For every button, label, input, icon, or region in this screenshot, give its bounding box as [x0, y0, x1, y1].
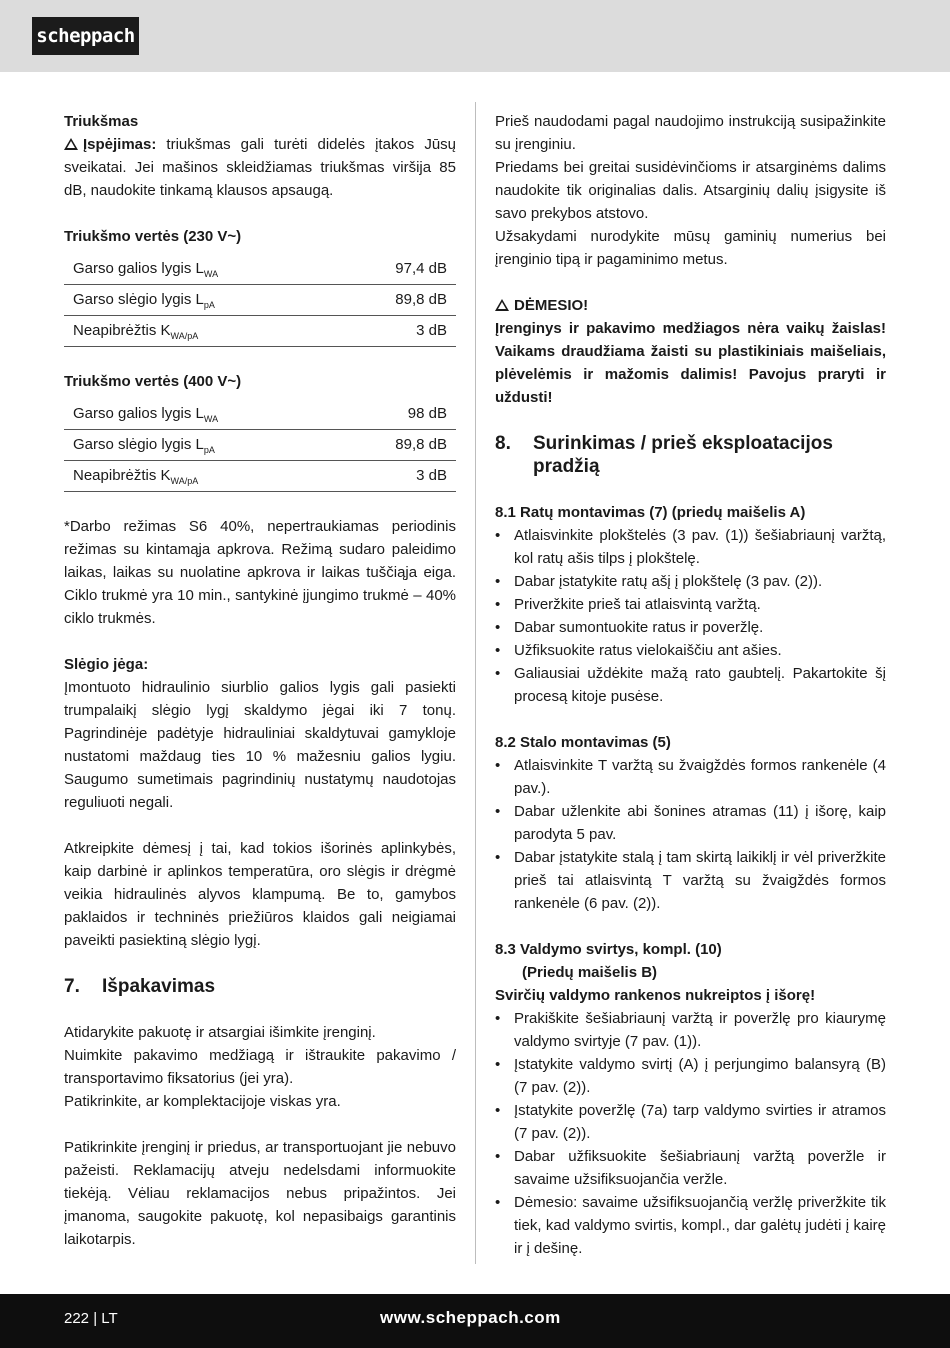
- noise-table-400-title: Triukšmo vertės (400 V~): [64, 373, 242, 390]
- row-sub: pA: [203, 300, 215, 310]
- row-sub: WA: [203, 269, 219, 279]
- subsection-8-1-list: [495, 524, 886, 708]
- section-7-heading: [64, 975, 456, 998]
- list-item: • Dabar sumontuokite ratus ir poveržlę.: [495, 616, 886, 639]
- duty-cycle-footnote: *Darbo režimas S6 40%, nepertraukiamas periodinis režimas su kintamąja apkrova. Režimą sudaro paleidimo laikas, laikas su nuolatine apkrova ir laikas tuščiąja eiga. Ciklo trukmė yra 10 min., santykinė įjungimo trukmė – 40% ciklo trukmės.: [64, 518, 456, 627]
- subsection-8-1-title: 8.1 Ratų montavimas (7) (priedų maišelis A): [495, 504, 806, 521]
- attention-heading: [495, 294, 886, 317]
- list-item: • Atlaisvinkite plokštelės (3 pav. (1)) šešiabriaunį varžtą, kol ratų ašis tilps į plokštelę.: [495, 524, 886, 570]
- noise-table-230-title: Triukšmo vertės (230 V~): [64, 228, 242, 245]
- warning-text: triukšmas gali turėti didelės įtakos Jūsų sveikatai. Jei mašinos skleidžiamas triukšmas viršija 85 dB, naudokite tinkamą klausos apsaugą.: [64, 136, 456, 199]
- pressure-text: Įmontuoto hidraulinio siurblio galios lygis gali pasiekti trumpalaikį slėgio lygį skaldymo jėgai iki 7 tonų. Pagrindinėje padėtyje hidrauliniai skaldytuvai gamykloje nustatomi maždaug ties 10 % mažesniu galios lygiu. Saugumo sumetimais pagrindinių nustatymų naudotojas reguliuoti negali.: [64, 679, 456, 811]
- attention-paragraph: Atkreipkite dėmesį į tai, kad tokios išorinės aplinkybės, kaip darbinė ir aplinkos temperatūra, oro slėgis ir drėgmė veikia hidraulinės alyvos klampumą. Be to, gamybos paklaidos ir techninės priežiūros klaidos gali neigiamai paveikti pasiektiną slėgio lygį.: [64, 840, 456, 949]
- section-number: 8.: [495, 433, 511, 454]
- intro-line: Prieš naudodami pagal naudojimo instrukciją susipažinkite su įrenginiu.: [495, 113, 886, 153]
- section-8-heading: [495, 432, 886, 478]
- list-item: • Prakiškite šešiabriaunį varžtą ir poveržlę pro kiaurymę valdymo svirtyje (7 pav. (1)).: [495, 1007, 886, 1053]
- row-sub: WA: [203, 414, 219, 424]
- section-title: Išpakavimas: [102, 976, 216, 997]
- header-bar: [0, 0, 950, 72]
- list-item: • Dabar įstatykite stalą į tam skirtą laikiklį ir vėl priveržkite prieš tai atlaisvintą T varžtą su žvaigždės formos rankenėle (6 pav. (2)).: [495, 846, 886, 915]
- scheppach-logo: scheppach: [32, 17, 139, 55]
- list-item: • Dabar užfiksuokite šešiabriaunį varžtą poveržle ir savaime užsifiksuojančia veržle.: [495, 1145, 886, 1191]
- attention-label: DĖMESIO!: [514, 297, 589, 314]
- table-row: [64, 285, 456, 316]
- warning-icon: [495, 299, 509, 311]
- list-item: • Dabar įstatykite ratų ašį į plokštelę (3 pav. (2)).: [495, 570, 886, 593]
- table-row: [64, 254, 456, 285]
- left-column: [64, 110, 456, 1251]
- section-number: 7.: [64, 976, 80, 997]
- pressure-title: Slėgio jėga:: [64, 656, 149, 673]
- list-item: • Užfiksuokite ratus vielokaiščiu ant ašies.: [495, 639, 886, 662]
- unpack-line: Atidarykite pakuotę ir atsargiai išimkite įrenginį.: [64, 1024, 376, 1041]
- noise-title: Triukšmas: [64, 113, 139, 130]
- child-safety-warning: Įrenginys ir pakavimo medžiagos nėra vaikų žaislas! Vaikams draudžiama žaisti su plastikiniais maišeliais, plėvelėmis ir mažomis dalimis! Pavojus praryti ir uždusti!: [495, 320, 886, 406]
- row-value: 98 dB: [339, 399, 456, 430]
- row-sub: WA/pA: [170, 331, 199, 341]
- list-item: • Priveržkite prieš tai atlaisvintą varžtą.: [495, 593, 886, 616]
- website-url: www.scheppach.com: [380, 1308, 561, 1327]
- footer-bar: [0, 1294, 950, 1348]
- right-column: [495, 110, 886, 1260]
- row-label: Neapibrėžtis K: [73, 322, 171, 339]
- subsection-8-2-title: 8.2 Stalo montavimas (5): [495, 734, 671, 751]
- row-label: Garso slėgio lygis L: [73, 436, 204, 453]
- row-sub: pA: [203, 445, 215, 455]
- intro-line: Užsakydami nurodykite mūsų gaminių numerius bei įrenginio tipą ir pagaminimo metus.: [495, 228, 886, 268]
- subsection-8-3-list: [495, 1007, 886, 1260]
- row-label: Garso galios lygis L: [73, 260, 204, 277]
- row-value: 89,8 dB: [339, 285, 456, 316]
- section-title: Surinkimas / prieš eksploatacijos pradžią: [533, 433, 833, 477]
- page-number: 222 | LT: [64, 1310, 118, 1327]
- row-label: Garso slėgio lygis L: [73, 291, 204, 308]
- warning-icon: [64, 138, 78, 150]
- list-item: • Atlaisvinkite T varžtą su žvaigždės formos rankenėle (4 pav.).: [495, 754, 886, 800]
- list-item: • Įstatykite valdymo svirtį (A) į perjungimo balansyrą (B) (7 pav. (2)).: [495, 1053, 886, 1099]
- row-value: 97,4 dB: [339, 254, 456, 285]
- list-item: • Galiausiai uždėkite mažą rato gaubtelį. Pakartokite šį procesą kitoje pusėse.: [495, 662, 886, 708]
- intro-line: Priedams bei greitai susidėvinčioms ir atsarginėms dalims naudokite tik originalias dalis. Atsarginių dalių įsigysite iš savo prekybos atstovo.: [495, 159, 886, 222]
- warning-label: Įspėjimas:: [83, 136, 157, 153]
- table-row: [64, 316, 456, 347]
- column-divider: [475, 102, 476, 1264]
- row-value: 89,8 dB: [339, 430, 456, 461]
- noise-table-400: [64, 399, 456, 492]
- unpack-line: Patikrinkite, ar komplektacijoje viskas yra.: [64, 1093, 341, 1110]
- noise-table-230: [64, 254, 456, 347]
- subsection-8-3-title: 8.3 Valdymo svirtys, kompl. (10): [495, 941, 722, 958]
- list-item: • Įstatykite poveržlę (7a) tarp valdymo svirties ir atramos (7 pav. (2)).: [495, 1099, 886, 1145]
- row-label: Neapibrėžtis K: [73, 467, 171, 484]
- subsection-8-3-subtitle: (Priedų maišelis B): [522, 964, 658, 981]
- row-sub: WA/pA: [170, 476, 199, 486]
- noise-warning: [64, 133, 456, 202]
- list-item: • Dėmesio: savaime užsifiksuojančią veržlę priveržkite tik tiek, kad valdymo svirtis, kompl., dar galėtų judėti į kairę ir į dešinę.: [495, 1191, 886, 1260]
- list-item: • Dabar užlenkite abi šonines atramas (11) į išorę, kaip parodyta 5 pav.: [495, 800, 886, 846]
- table-row: [64, 461, 456, 492]
- row-label: Garso galios lygis L: [73, 405, 204, 422]
- row-value: 3 dB: [339, 461, 456, 492]
- subsection-8-2-list: [495, 754, 886, 915]
- table-row: [64, 399, 456, 430]
- subsection-8-3-note: Svirčių valdymo rankenos nukreiptos į išorę!: [495, 987, 816, 1004]
- inspect-paragraph: Patikrinkite įrenginį ir priedus, ar transportuojant jie nebuvo pažeisti. Reklamacijų atveju nedelsdami informuokite tiekėją. Vėliau reklamacijos nebus pripažintos. Jei įmanoma, saugokite pakuotę, kol nepasibaigs garantinis laikotarpis.: [64, 1139, 456, 1248]
- table-row: [64, 430, 456, 461]
- row-value: 3 dB: [339, 316, 456, 347]
- unpack-line: Nuimkite pakavimo medžiagą ir ištraukite pakavimo / transportavimo fiksatorius (jei yra).: [64, 1047, 456, 1087]
